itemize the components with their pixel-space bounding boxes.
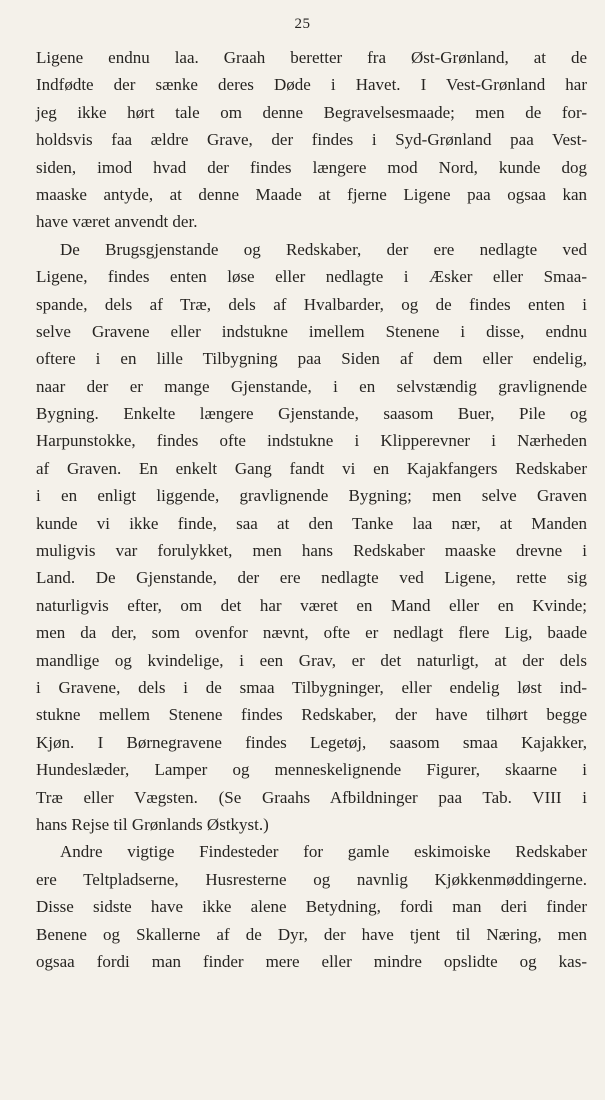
text-line: Disse sidste have ikke alene Betydning, fordi man deri finder: [36, 897, 587, 917]
paragraph-start-line: Andre vigtige Findesteder for gamle eskimoiske Redskaber: [60, 842, 587, 862]
text-line: Land. De Gjenstande, der ere nedlagte ved Ligene, rette sig: [36, 568, 587, 588]
text-line: Kjøn. I Børnegravene findes Legetøj, saasom smaa Kajakker,: [36, 732, 587, 752]
text-line: Ligene endnu laa. Graah beretter fra Øst-Grønland, at de: [36, 48, 587, 67]
text-line: men da der, som ovenfor nævnt, ofte er nedlagt flere Lig, baade: [36, 623, 587, 643]
text-line: ogsaa fordi man finder mere eller mindre opslidte og kas-: [36, 951, 587, 971]
text-line: Indfødte der sænke deres Døde i Havet. I Vest-Grønland har: [36, 75, 587, 95]
text-line: siden, imod hvad der findes længere mod Nord, kunde dog: [36, 157, 587, 177]
text-line: af Graven. En enkelt Gang fandt vi en Kajakfangers Redskaber: [36, 458, 587, 478]
text-line: naturligvis efter, om det har været en Mand eller en Kvinde;: [36, 595, 587, 615]
text-line: jeg ikke hørt tale om denne Begravelsesmaade; men de for-: [36, 102, 587, 122]
text-line: Ligene, findes enten løse eller nedlagte i Æsker eller Smaa-: [36, 267, 587, 287]
text-line: Træ eller Vægsten. (Se Graahs Afbildninger paa Tab. VIII i: [36, 787, 587, 807]
text-line: Hundeslæder, Lamper og menneskelignende Figurer, skaarne i: [36, 760, 587, 780]
text-line: Harpunstokke, findes ofte indstukne i Klipperevner i Nærheden: [36, 431, 587, 451]
text-line: mandlige og kvindelige, i een Grav, er det naturligt, at der dels: [36, 650, 587, 670]
text-line: naar der er mange Gjenstande, i en selvstændig gravlignende: [36, 376, 587, 396]
page-number: 25: [294, 16, 311, 32]
text-line: muligvis var forulykket, men hans Redskaber maaske drevne i: [36, 541, 587, 561]
paragraph-start-line: De Brugsgjenstande og Redskaber, der ere nedlagte ved: [60, 239, 587, 259]
text-line: spande, dels af Træ, dels af Hvalbarder, og de findes enten i: [36, 294, 587, 314]
text-line: kunde vi ikke finde, saa at den Tanke laa nær, at Manden: [36, 513, 587, 533]
text-line: have været anvendt der.: [36, 212, 198, 232]
text-line: Bygning. Enkelte længere Gjenstande, saasom Buer, Pile og: [36, 404, 587, 424]
text-line: Benene og Skallerne af de Dyr, der have tjent til Næring, men: [36, 924, 587, 944]
body-text: [36, 44, 587, 975]
text-line: oftere i en lille Tilbygning paa Siden af dem eller endelig,: [36, 349, 587, 369]
text-line: maaske antyde, at denne Maade at fjerne Ligene paa ogsaa kan: [36, 184, 587, 204]
text-line: hans Rejse til Grønlands Østkyst.): [36, 814, 269, 834]
text-line: i Gravene, dels i de smaa Tilbygninger, eller endelig løst ind-: [36, 677, 587, 697]
text-line: ere Teltpladserne, Husresterne og navnlig Kjøkkenmøddingerne.: [36, 869, 587, 889]
text-line: selve Gravene eller indstukne imellem Stenene i disse, endnu: [36, 321, 587, 341]
text-line: stukne mellem Stenene findes Redskaber, der have tilhørt begge: [36, 705, 587, 725]
text-line: holdsvis faa ældre Grave, der findes i Syd-Grønland paa Vest-: [36, 130, 587, 150]
text-line: i en enligt liggende, gravlignende Bygning; men selve Graven: [36, 486, 587, 506]
